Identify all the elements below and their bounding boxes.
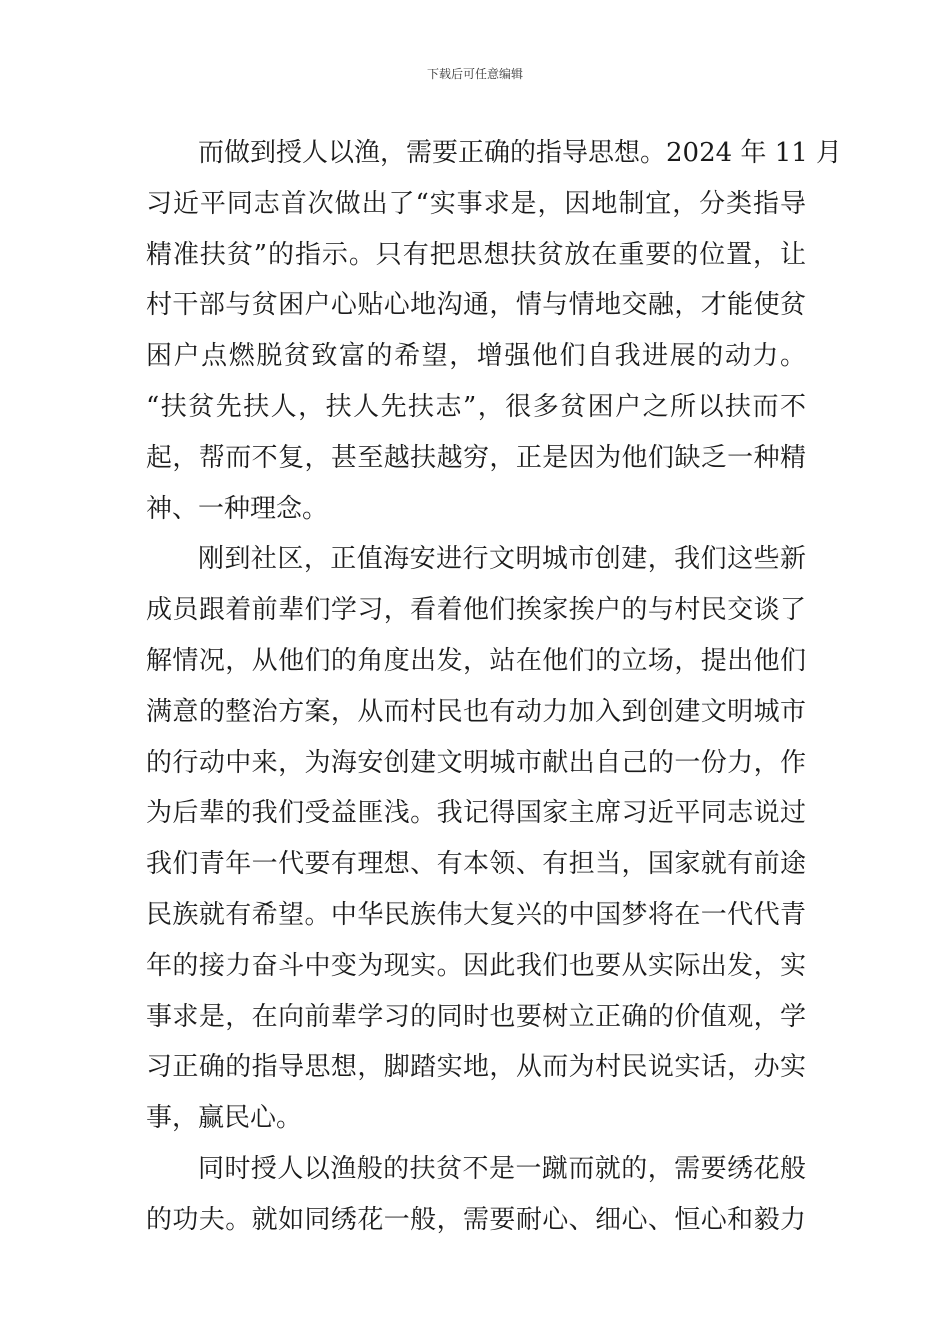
page-header-note: 下载后可任意编辑 — [426, 67, 523, 81]
paragraph-2 — [146, 534, 806, 1144]
paragraph-3 — [146, 1144, 806, 1246]
text-line: 的功夫。就如同绣花一般，需要耐心、细心、恒心和毅力 — [146, 1204, 806, 1235]
text-line: 成员跟着前辈们学习，看着他们挨家挨户的与村民交谈了 — [146, 595, 806, 626]
text-line: 事，赢民心。 — [146, 1103, 303, 1134]
text-line: 村干部与贫困户心贴心地沟通，情与情地交融，才能使贫 — [146, 290, 806, 321]
text-line: 满意的整治方案，从而村民也有动力加入到创建文明城市 — [146, 696, 806, 727]
text-line: 神、一种理念。 — [146, 493, 329, 524]
text-line: 年的接力奋斗中变为现实。因此我们也要从实际出发，实 — [146, 950, 806, 981]
text-line: 解情况，从他们的角度出发，站在他们的立场，提出他们 — [146, 645, 806, 676]
text-line: 起，帮而不复，甚至越扶越穷，正是因为他们缺乏一种精 — [146, 442, 806, 473]
text-line: 困户点燃脱贫致富的希望，增强他们自我进展的动力。 — [146, 341, 806, 372]
text-line: 而做到授人以渔，需要正确的指导思想。2024 年 11 月 — [198, 138, 843, 168]
text-line: 为后辈的我们受益匪浅。我记得国家主席习近平同志说过 — [146, 798, 806, 829]
text-line: 精准扶贫”的指示。只有把思想扶贫放在重要的位置，让 — [146, 239, 806, 270]
text-line: 习正确的指导思想，脚踏实地，从而为村民说实话，办实 — [146, 1052, 806, 1083]
text-line: 刚到社区，正值海安进行文明城市创建，我们这些新 — [198, 544, 806, 575]
paragraph-1 — [146, 128, 843, 534]
text-line: 习近平同志首次做出了“实事求是，因地制宜，分类指导 — [146, 188, 806, 219]
document-body — [146, 128, 843, 1246]
text-line: 民族就有希望。中华民族伟大复兴的中国梦将在一代代青 — [146, 899, 806, 930]
text-line: 我们青年一代要有理想、有本领、有担当，国家就有前途 — [146, 849, 806, 880]
text-line: 的行动中来，为海安创建文明城市献出自己的一份力，作 — [146, 747, 806, 778]
text-line: 事求是，在向前辈学习的同时也要树立正确的价值观，学 — [146, 1001, 806, 1032]
text-line: 同时授人以渔般的扶贫不是一蹴而就的，需要绣花般 — [198, 1153, 806, 1184]
text-line: “扶贫先扶人，扶人先扶志”，很多贫困户之所以扶而不 — [146, 391, 806, 422]
